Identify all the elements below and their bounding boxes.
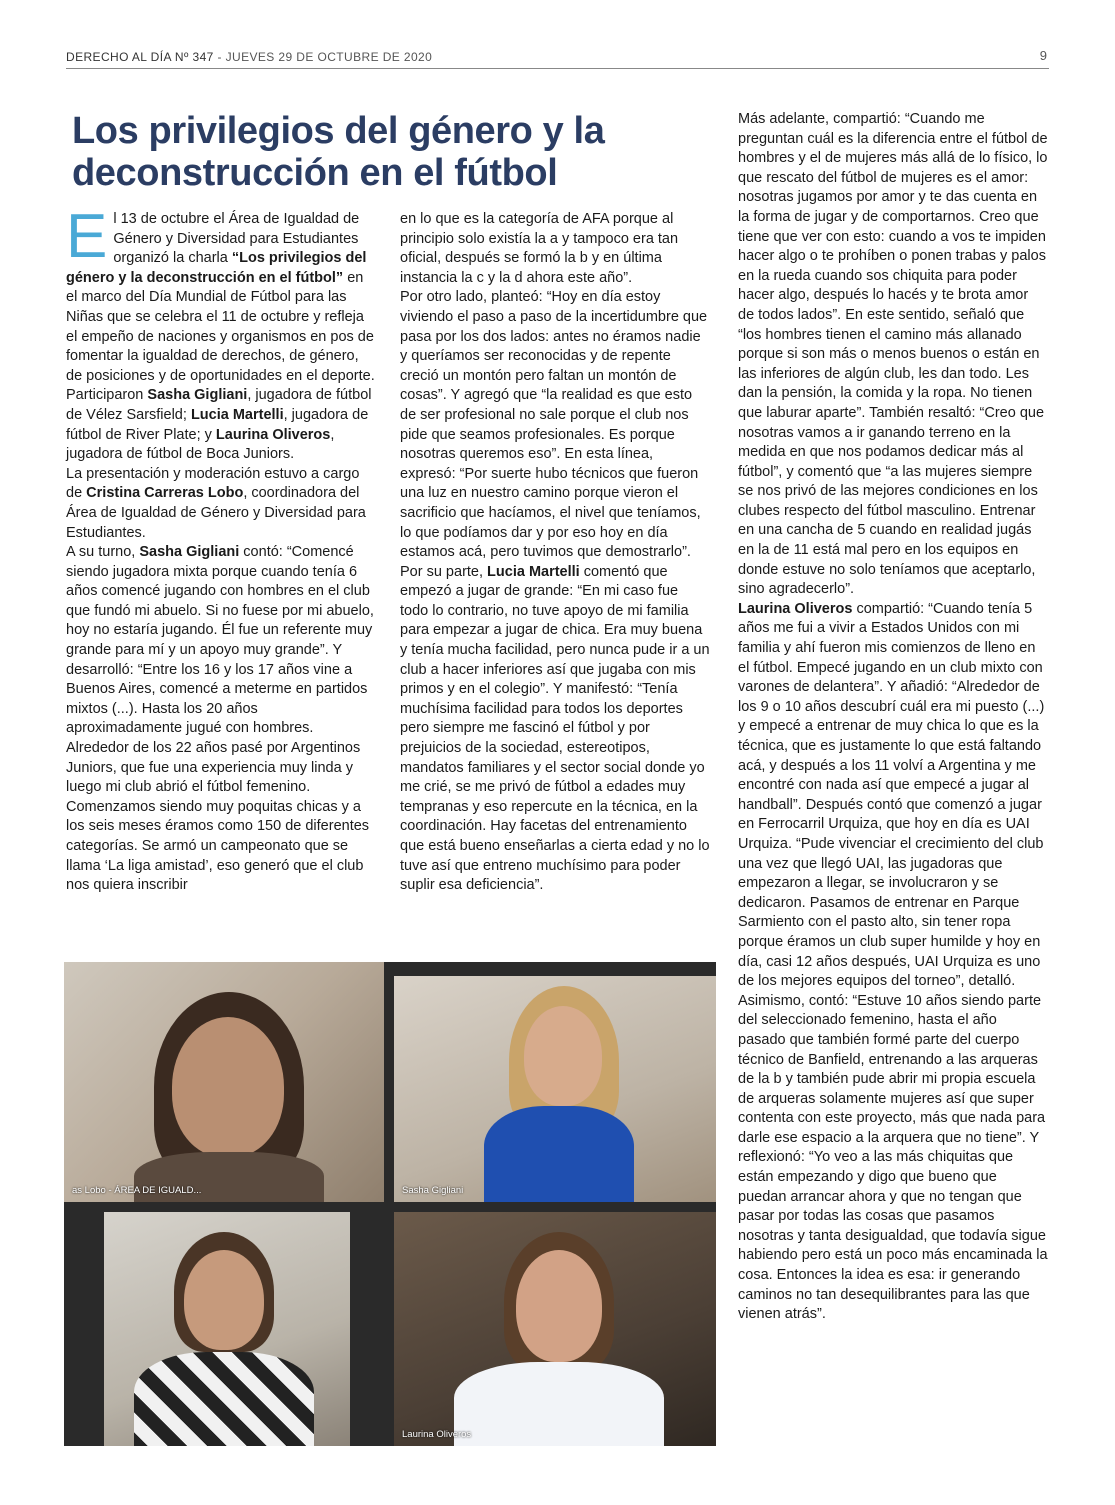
speaker-name: Laurina Oliveros — [738, 600, 853, 617]
page-number: 9 — [1039, 48, 1047, 63]
paragraph: La presentación y moderación estuvo a cargo de Cristina Carreras Lobo, coordinadora del Área de Igualdad de Género y Diversidad para Estudiantes. — [66, 465, 366, 541]
face-shape — [172, 1017, 284, 1157]
face-shape — [184, 1250, 264, 1350]
paragraph: Por otro lado, planteó: “Hoy en día estoy viviendo el paso a paso de la incertidumbre que pasa por los dos lados: antes no éramos nadie y queríamos ser reconocidas y de repente creció un montón pero faltan un montón de cosas”. Y agregó que “la realidad es que esto de ser profesional no sale porque el club nos pide que seamos profesionales. Es porque nosotras queremos eso”. En esta línea, expresó: “Por suerte hubo técnicos que fueron una luz en nuestro camino porque vieron el sacrificio que hacíamos, el nivel que teníamos, lo que podíamos dar y por eso hoy en día estamos acá, pero tuvimos que demostrarlo”. — [400, 289, 708, 561]
event-title: “Los privilegios del género y la deconstrucción en el fútbol” — [66, 250, 367, 286]
participant-label: Sasha Gigliani — [402, 1185, 464, 1196]
publication-name: DERECHO AL DÍA Nº 347 — [66, 50, 214, 64]
paragraph: Por su parte, Lucia Martelli comentó que empezó a jugar de grande: “En mi caso fue todo lo contrario, no tuve apoyo de mi familia para empezar a jugar de chica. Era muy buena y tenía mucha facilidad, pero nunca pude ir a un club a hacer inferiores así que jugaba con mis primos y en el colegio”. Y manifestó: “Tenía muchísima facilidad para todos los deportes pero siempre me fascinó el fútbol y por prejuicios de la sociedad, estereotipos, mandatos familiares y el sector social donde yo me crié, se me privó de fútbol a edades muy tempranas y eso repercute en la técnica, en la coordinación. Hay facetas del entrenamiento que está bueno enseñarlas a cierta edad y no lo tuve así que entreno muchísimo para poder suplir esa deficiencia”. — [400, 563, 710, 894]
face-shape — [516, 1250, 602, 1362]
shirt-shape — [134, 1352, 314, 1446]
video-tile-sasha — [394, 976, 716, 1202]
speaker-name: Laurina Oliveros — [215, 426, 331, 443]
moderator-name: Cristina Carreras Lobo — [86, 485, 244, 502]
paragraph: Más adelante, compartió: “Cuando me preguntan cuál es la diferencia entre el fútbol de hombres y el de mujeres más allá de lo físico, lo que rescato del fútbol de mujeres es el amor: nosotras jugamos por amor y te das cuenta en la forma de jugar y de comportarnos. Creo que tiene que ver con esto: cuando a vos te impiden hacer algo o te prohíben o ponen trabas y palos en la rueda cuando sos chiquita para poder hacer algo, después lo hacés y te brota amor de todos lados”. En este sentido, señaló que “los hombres tienen el camino más allanado porque si son más o menos buenos o están en las inferiores de algún club, les dan todo. Les dan la pensión, la comida y la ropa. No tienen que laburar aparte”. También resaltó: “Creo que nosotras vamos a ir ganando terreno en la medida en que nos podamos dedicar más al fútbol”, y comentó que “a las mujeres siempre se nos privó de las mejores condiciones en los clubes respecto del fútbol masculino. Entrenar en una cancha de 5 cuando en realidad jugás en la de 11 está mal pero en los equipos en donde estuve no solo teníamos que aceptarlo, sino agradecerlo”. — [738, 111, 1048, 598]
paragraph: en lo que es la categoría de AFA porque al principio solo existía la a y tampoco era tan oficial, después se formó la b y en última instancia la c y la d ahora este año”. — [400, 211, 679, 286]
participant-label: Laurina Oliveros — [402, 1429, 472, 1440]
face-shape — [524, 1006, 602, 1106]
speaker-name: Sasha Gigliani — [139, 544, 240, 561]
paragraph: El 13 de octubre el Área de Igualdad de Género y Diversidad para Estudiantes organizó la charla “Los privilegios del género y la deconstrucción en el fútbol” en el marco del Día Mundial de Fútbol para las Niñas que se celebra el 11 de octubre y refleja el empeño de naciones y organismos en pos de fomentar la igualdad de derechos, de género, de posiciones y de oportunidades en el deporte. — [66, 202, 375, 384]
video-tile-moderator — [64, 962, 384, 1202]
shirt-shape — [454, 1362, 664, 1446]
article-column-2 — [400, 210, 710, 896]
participant-label: as Lobo - ÁREA DE IGUALD... — [72, 1185, 202, 1196]
video-tile-laurina — [394, 1212, 716, 1446]
paragraph: Laurina Oliveros compartió: “Cuando tenía 5 años me fui a vivir a Estados Unidos con mi familia y ahí fueron mis comienzos de lleno en el fútbol. Empecé jugando en un club mixto con varones de delantera”. Y añadió: “Alrededor de los 9 o 10 años descubrí cuál era mi puesto (...) y empecé a entrenar de muy chica lo que es la técnica, que es justamente lo que está faltando acá, y después a los 11 volví a Argentina y me encontré con nada así que empecé a jugar al handball”. Después contó que comenzó a jugar en Ferrocarril Urquiza, que hoy en día es UAI Urquiza. “Pude vivenciar el crecimiento del club una vez que llegó UAI, las jugadoras que empezaron a llegar, se involucraron y se dedicaron. Pasamos de entrenar en Parque Sarmiento con el pasto alto, sin tener ropa porque éramos un club super humilde y hoy en día, casi 12 años después, UAI Urquiza es uno de los mejores equipos del torneo”, detalló. — [738, 600, 1045, 990]
article-column-1 — [66, 202, 376, 896]
drop-cap: E — [66, 202, 108, 271]
shirt-shape — [484, 1106, 634, 1202]
video-call-photo — [64, 962, 716, 1446]
issue-date: - JUEVES 29 DE OCTUBRE DE 2020 — [213, 50, 433, 64]
article-column-3 — [738, 110, 1048, 1325]
speaker-name: Lucia Martelli — [487, 563, 580, 580]
header-divider — [66, 68, 1049, 69]
paragraph: Asimismo, contó: “Estuve 10 años siendo parte del seleccionado femenino, hasta el año pasado que también formé parte del cuerpo técnico de Banfield, entrenando a las arqueras de la b y también pude abrir mi propia escuela de arqueras solamente mujeres así que super contenta con este proyecto, más que nada para darle ese espacio a la arquera que no tiene”. Y reflexionó: “Yo veo a las más chiquitas que están empezando y digo que bueno que puedan arrancar ahora y que no tengan que pasar por todas las cosas que pasamos nosotras y tanta desigualdad, que todavía sigue habiendo pero está un poco más encaminada la cosa. Entonces la idea es esa: ir generando caminos no tan desequilibrantes para las que vienen atrás”. — [738, 992, 1048, 1323]
header-publication — [66, 50, 432, 64]
speaker-name: Sasha Gigliani — [147, 387, 248, 404]
video-tile-lucia — [104, 1212, 350, 1446]
speaker-name: Lucia Martelli — [190, 406, 284, 423]
article-title: Los privilegios del género y la deconstrucción en el fútbol — [72, 110, 605, 194]
paragraph: Participaron Sasha Gigliani, jugadora de fútbol de Vélez Sarsfield; Lucia Martelli, jugadora de fútbol de River Plate; y Laurina Oliveros, jugadora de fútbol de Boca Juniors. — [66, 387, 372, 463]
paragraph: A su turno, Sasha Gigliani contó: “Comencé siendo jugadora mixta porque cuando tenía 6 años comencé jugando con hombres en el club que fundó mi abuelo. Si no fuese por mi abuelo, hoy no estaría jugando. Él fue un referente muy grande para mí y un apoyo muy grande”. Y desarrolló: “Entre los 16 y los 17 años vine a Buenos Aires, comencé a meterme en partidos mixtos (...). Hasta los 20 años aproximadamente jugué con hombres. Alrededor de los 22 años pasé por Argentinos Juniors, que fue una experiencia muy linda y luego mi club abrió el fútbol femenino. Comenzamos siendo muy poquitas chicas y a los seis meses éramos como 150 de diferentes categorías. Se armó un campeonato que se llama ‘La liga amistad’, eso generó que el club nos quiera inscribir — [66, 544, 374, 894]
